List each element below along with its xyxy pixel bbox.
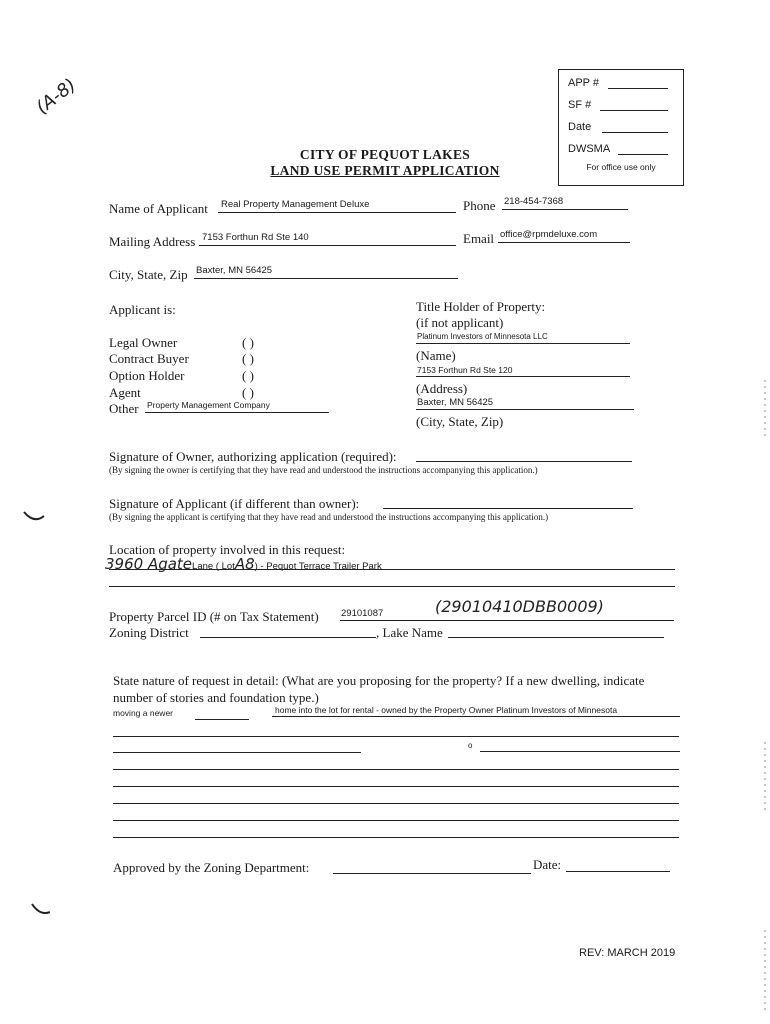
applicant-signature-label: Signature of Applicant (if different than owner): xyxy=(109,496,360,511)
app-number-field[interactable] xyxy=(568,77,599,89)
request-text-part2[interactable]: home into the lot for rental - owned by the Property Owner Platinum Investors of Minnesota xyxy=(275,705,618,715)
legal-owner-checkbox[interactable]: ( ) xyxy=(242,335,254,350)
location-handwritten-address: 3960 Agate xyxy=(105,555,193,573)
title-holder-city-label: (City, State, Zip) xyxy=(416,414,504,429)
email-field[interactable]: office@rpmdeluxe.com xyxy=(500,229,598,240)
city-state-zip-label: City, State, Zip xyxy=(109,267,188,282)
title-holder-name-label: (Name) xyxy=(416,348,456,363)
email-label: Email xyxy=(463,231,495,246)
mailing-address-field[interactable]: 7153 Forthun Rd Ste 140 xyxy=(202,232,309,243)
edge-artifacts xyxy=(761,370,769,1020)
option-holder-label: Option Holder xyxy=(109,368,185,383)
request-label-line2: number of stories and foundation type.) xyxy=(113,690,319,705)
title-holder-sub: (if not applicant) xyxy=(416,315,504,330)
owner-signature-label: Signature of Owner, authorizing application (required): xyxy=(109,449,397,464)
request-line-4[interactable] xyxy=(113,769,679,770)
approved-by-line[interactable] xyxy=(333,873,531,874)
request-line-8[interactable] xyxy=(113,837,679,838)
page-title: CITY OF PEQUOT LAKES xyxy=(299,147,471,162)
parcel-id-field[interactable]: 29101087 xyxy=(341,608,384,619)
request-label-line1: State nature of request in detail: (What are you proposing for the property? If a new dwelling, indicate xyxy=(113,673,645,688)
request-stray-mark: o xyxy=(468,741,473,750)
margin-tick-mark xyxy=(32,904,50,913)
lake-name-label: , Lake Name xyxy=(376,625,443,640)
office-date-field[interactable] xyxy=(568,121,591,133)
request-line-6[interactable] xyxy=(113,803,679,804)
contract-buyer-checkbox[interactable]: ( ) xyxy=(242,351,254,366)
legal-owner-label: Legal Owner xyxy=(109,335,178,350)
applicant-is-heading: Applicant is: xyxy=(109,302,176,317)
location-field[interactable] xyxy=(105,555,382,574)
approval-date-line[interactable] xyxy=(566,871,670,872)
scan-artifacts xyxy=(20,500,50,930)
owner-signature-line[interactable] xyxy=(416,461,632,462)
app-number-label: APP # xyxy=(568,77,599,89)
location-typed-rest: ) - Pequot Terrace Trailer Park xyxy=(254,561,382,572)
lake-name-field[interactable] xyxy=(448,637,664,638)
title-holder-city-field[interactable]: Baxter, MN 56425 xyxy=(417,397,494,408)
location-handwritten-lot: A8 xyxy=(234,555,255,573)
title-holder-name-field[interactable]: Platinum Investors of Minnesota LLC xyxy=(417,332,548,341)
dwsma-field[interactable] xyxy=(568,143,610,155)
page-subtitle: LAND USE PERMIT APPLICATION xyxy=(270,163,500,178)
parcel-id-handwritten: (29010410DBB0009) xyxy=(435,597,604,616)
applicant-name-label: Name of Applicant xyxy=(109,201,208,216)
applicant-signature-line[interactable] xyxy=(383,508,633,509)
zoning-district-field[interactable] xyxy=(200,637,376,638)
phone-label: Phone xyxy=(463,198,496,213)
office-date-label: Date xyxy=(568,121,592,133)
request-line-3a[interactable] xyxy=(113,752,361,753)
office-use-box xyxy=(558,69,684,186)
office-use-note: For office use only xyxy=(586,162,656,172)
owner-signature-note: (By signing the owner is certifying that they have read and understood the instructions accompanying this application.) xyxy=(109,465,538,475)
city-state-zip-field[interactable]: Baxter, MN 56425 xyxy=(196,265,273,276)
mailing-address-label: Mailing Address xyxy=(109,234,196,249)
title-holder-address-label: (Address) xyxy=(416,381,468,396)
sf-number-field[interactable] xyxy=(568,99,591,111)
dwsma-label: DWSMA xyxy=(568,143,611,155)
applicant-signature-note: (By signing the applicant is certifying that they have read and understood the instructions accompanying this application.) xyxy=(109,512,549,522)
sf-number-label: SF # xyxy=(568,99,592,111)
zoning-district-label: Zoning District xyxy=(109,625,189,640)
approved-by-label: Approved by the Zoning Department: xyxy=(113,860,310,875)
location-typed-lane: Lane ( Lot xyxy=(192,561,235,572)
request-text-part1[interactable]: moving a newer xyxy=(113,708,174,718)
agent-label: Agent xyxy=(109,385,141,400)
contract-buyer-label: Contract Buyer xyxy=(109,351,189,366)
parcel-id-label: Property Parcel ID (# on Tax Statement) xyxy=(109,609,319,624)
request-line-2[interactable] xyxy=(113,736,679,737)
option-holder-checkbox[interactable]: ( ) xyxy=(242,368,254,383)
agent-checkbox[interactable]: ( ) xyxy=(242,385,254,400)
title-holder-heading: Title Holder of Property: xyxy=(416,299,546,314)
applicant-name-field[interactable]: Real Property Management Deluxe xyxy=(221,199,370,210)
phone-field[interactable]: 218-454-7368 xyxy=(504,196,564,207)
revision-note: REV: MARCH 2019 xyxy=(579,947,676,959)
handwritten-corner-mark: (A-8) xyxy=(32,74,81,119)
request-line-5[interactable] xyxy=(113,786,679,787)
other-field[interactable]: Property Management Company xyxy=(147,400,270,410)
request-line-7[interactable] xyxy=(113,820,679,821)
approval-date-label: Date: xyxy=(533,857,562,872)
margin-tick-mark xyxy=(24,512,44,519)
location-label: Location of property involved in this request: xyxy=(109,542,346,557)
title-holder-address-field[interactable]: 7153 Forthun Rd Ste 120 xyxy=(417,365,513,375)
other-label: Other xyxy=(109,401,139,416)
